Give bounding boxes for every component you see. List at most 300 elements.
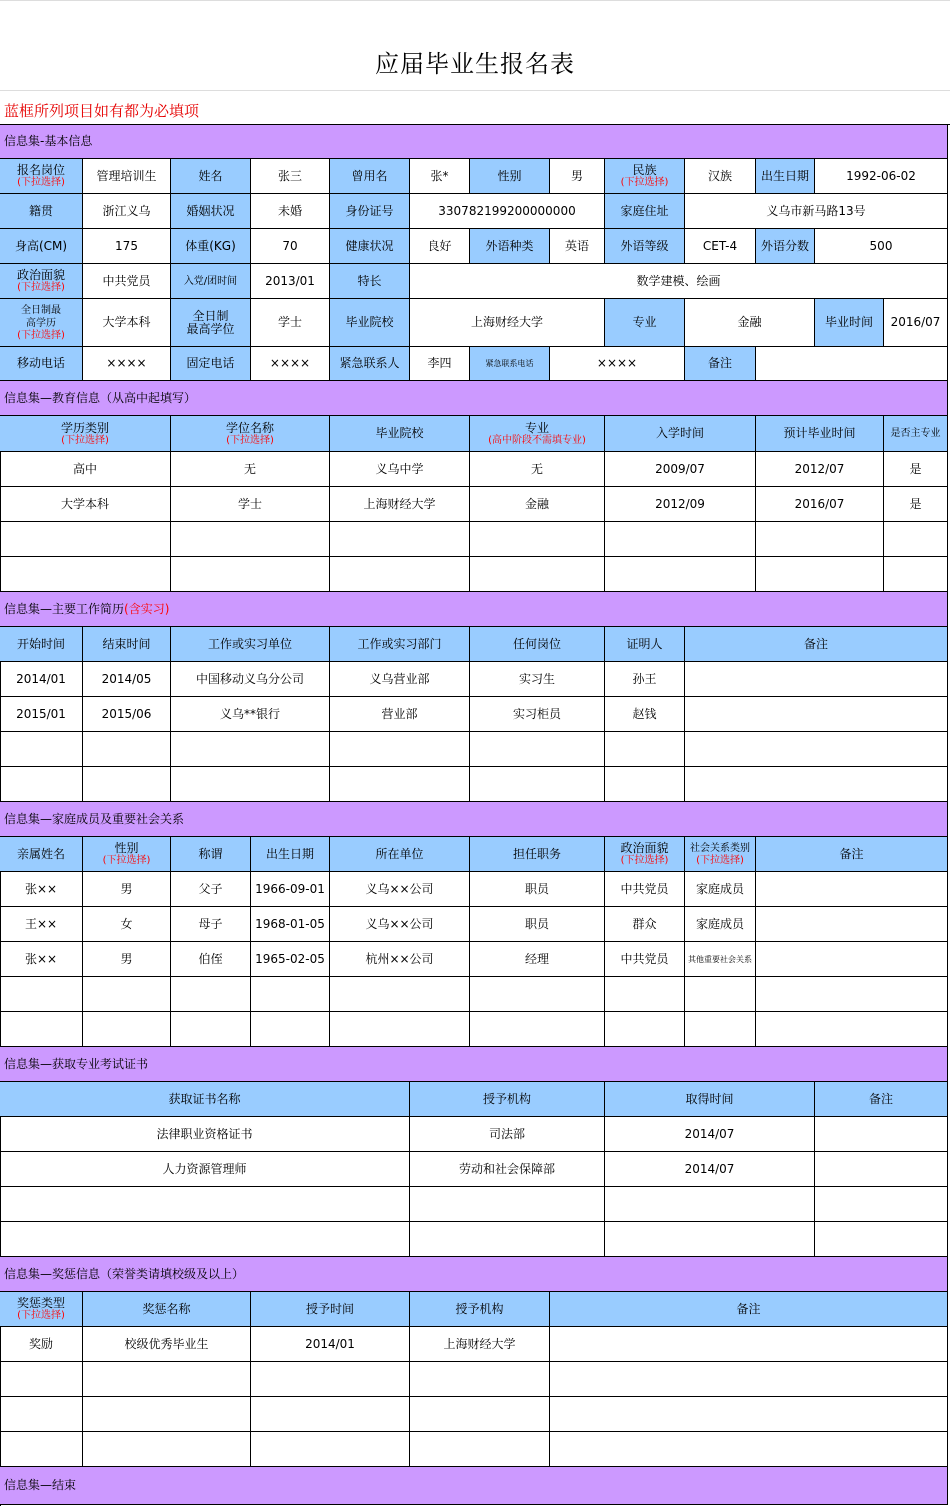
section-awards-header-type-line-2: (下拉选择) — [17, 1310, 65, 1321]
section-family-row-4-unit[interactable] — [330, 977, 470, 1012]
section-family-row-1-unit[interactable]: 义乌××公司 — [330, 872, 470, 907]
section-certificates-row-3-date[interactable] — [605, 1187, 815, 1222]
section-family-row-3-unit[interactable]: 杭州××公司 — [330, 942, 470, 977]
section-family-header-birth — [251, 837, 330, 872]
section-work-row-3-end[interactable] — [83, 732, 171, 767]
field-position[interactable]: 管理培训生 — [83, 159, 171, 194]
label-education-line-3: (下拉选择) — [17, 330, 65, 341]
section-certificates-row-2-org[interactable]: 劳动和社会保障部 — [410, 1152, 605, 1187]
section-work-header-remark — [685, 627, 948, 662]
section-education-header-end — [756, 416, 884, 452]
section-education-row-4-school[interactable] — [330, 557, 470, 592]
section-education-header-degree-line-1: 学位名称 — [225, 420, 274, 435]
section-education-row-4-start[interactable] — [605, 557, 756, 592]
section-work-row-1-unit[interactable]: 中国移动义乌分公司 — [171, 662, 330, 697]
section-education-header-type-line-1: 学历类别 — [60, 420, 109, 435]
section-work — [0, 592, 948, 627]
label-gender — [470, 159, 550, 194]
section-education-row-1-school[interactable]: 义乌中学 — [330, 452, 470, 487]
label-marital-line-1: 婚姻状况 — [186, 203, 235, 218]
section-certificates-row-3-org[interactable] — [410, 1187, 605, 1222]
label-degree-line-2: 最高学位 — [186, 321, 235, 336]
label-politics-line-2: (下拉选择) — [17, 282, 65, 293]
section-work-row-4-position[interactable] — [470, 767, 605, 802]
section-education-row-4-end[interactable] — [756, 557, 884, 592]
section-family-row-2-unit[interactable]: 义乌××公司 — [330, 907, 470, 942]
section-family-row-2-social[interactable]: 家庭成员 — [685, 907, 756, 942]
section-family-row-3-relation[interactable]: 伯侄 — [171, 942, 251, 977]
section-work-header-remark-line-1: 备注 — [803, 636, 828, 651]
section-work-row-3-start[interactable] — [0, 732, 83, 767]
label-birth-date-line-1: 出生日期 — [760, 168, 809, 183]
field-emergency-contact[interactable]: 李四 — [410, 347, 470, 381]
section-work-header-dept — [330, 627, 470, 662]
section-education-header-is_major — [884, 416, 948, 452]
section-family-header-gender — [83, 837, 171, 872]
section-awards-row-2-date[interactable] — [251, 1362, 410, 1397]
section-family-header-social-line-1: 社会关系类别 — [690, 843, 750, 854]
label-major-line-1: 专业 — [632, 315, 657, 329]
section-awards-row-4-remark[interactable] — [550, 1432, 948, 1467]
section-family-row-2-remark[interactable] — [756, 907, 948, 942]
section-certificates-row-3-remark[interactable] — [815, 1187, 948, 1222]
section-education-header-start-line-1: 入学时间 — [655, 426, 704, 440]
section-education-header-is_major-line-1: 是否主专业 — [890, 428, 941, 439]
section-awards-row-1-name[interactable]: 校级优秀毕业生 — [83, 1327, 251, 1362]
section-awards-row-1-remark[interactable] — [550, 1327, 948, 1362]
label-join-date — [171, 264, 251, 299]
section-family-row-5-politics[interactable] — [605, 1012, 685, 1047]
section-family-row-3-gender[interactable]: 男 — [83, 942, 171, 977]
section-awards-row-2-type[interactable] — [0, 1362, 83, 1397]
label-former-name-line-1: 曾用名 — [351, 168, 388, 183]
section-basic — [0, 125, 948, 159]
section-education-header-end-line-1: 预计毕业时间 — [783, 426, 856, 440]
field-emergency-phone[interactable]: ×××× — [550, 347, 685, 381]
section-education-row-2-degree[interactable]: 学士 — [171, 487, 330, 522]
section-family-header-politics — [605, 837, 685, 872]
section-work-row-2-dept[interactable]: 营业部 — [330, 697, 470, 732]
section-work-row-2-end[interactable]: 2015/06 — [83, 697, 171, 732]
section-family-row-2-politics[interactable]: 群众 — [605, 907, 685, 942]
label-emergency-contact — [330, 347, 410, 381]
label-remark — [685, 347, 756, 381]
section-family-header-name — [0, 837, 83, 872]
section-education-row-1-major[interactable]: 无 — [470, 452, 605, 487]
section-education-row-4-type[interactable] — [0, 557, 171, 592]
label-language-level — [605, 229, 685, 264]
label-landline-line-1: 固定电话 — [186, 356, 235, 370]
section-family-row-3-social[interactable]: 其他重要社会关系 — [685, 942, 756, 977]
section-family-header-relation-line-1: 称谓 — [198, 846, 223, 861]
section-family-row-5-remark[interactable] — [756, 1012, 948, 1047]
section-work-row-1-witness[interactable]: 孙王 — [605, 662, 685, 697]
section-work-row-3-remark[interactable] — [685, 732, 948, 767]
label-join-date-line-1: 入党/团时间 — [183, 275, 238, 287]
section-family-row-1-social[interactable]: 家庭成员 — [685, 872, 756, 907]
label-name-line-1: 姓名 — [198, 168, 223, 183]
section-education-row-2-type[interactable]: 大学本科 — [0, 487, 171, 522]
section-awards-header-name — [83, 1292, 251, 1327]
section-end-text — [4, 1479, 76, 1492]
label-ethnicity-line-2: (下拉选择) — [620, 177, 669, 188]
field-specialty[interactable]: 数学建模、绘画 — [410, 264, 948, 299]
section-work-row-2-position[interactable]: 实习柜员 — [470, 697, 605, 732]
section-certificates-row-4-remark[interactable] — [815, 1222, 948, 1257]
section-work-row-1-remark[interactable] — [685, 662, 948, 697]
section-work-row-4-witness[interactable] — [605, 767, 685, 802]
section-education-row-2-start[interactable]: 2012/09 — [605, 487, 756, 522]
label-address-line-1: 家庭住址 — [620, 203, 669, 218]
section-work-row-2-remark[interactable] — [685, 697, 948, 732]
section-awards-row-2-name[interactable] — [83, 1362, 251, 1397]
section-work-row-3-witness[interactable] — [605, 732, 685, 767]
section-awards-header-org — [410, 1292, 550, 1327]
section-education-row-4-degree[interactable] — [171, 557, 330, 592]
section-family-row-4-duty[interactable] — [470, 977, 605, 1012]
section-family-header-remark — [756, 837, 948, 872]
section-awards-row-1-date[interactable]: 2014/01 — [251, 1327, 410, 1362]
section-work-header-witness-line-1: 证明人 — [626, 636, 663, 651]
field-former-name[interactable]: 张* — [410, 159, 470, 194]
label-grad-date — [815, 299, 884, 347]
section-work-row-1-dept[interactable]: 义乌营业部 — [330, 662, 470, 697]
section-education-header-degree-line-2: (下拉选择) — [226, 434, 274, 446]
section-family-row-4-name[interactable] — [0, 977, 83, 1012]
section-family-row-5-name[interactable] — [0, 1012, 83, 1047]
section-family-header-duty-line-1: 担任职务 — [512, 846, 561, 861]
section-education-row-1-start[interactable]: 2009/07 — [605, 452, 756, 487]
field-join-date[interactable]: 2013/01 — [251, 264, 330, 299]
section-awards-row-3-org[interactable] — [410, 1397, 550, 1432]
label-politics — [0, 264, 83, 299]
label-language-line-1: 外语种类 — [485, 238, 534, 253]
label-emergency-phone-line-1: 紧急联系电话 — [485, 359, 534, 368]
section-work-header-start — [0, 627, 83, 662]
section-family-row-5-social[interactable] — [685, 1012, 756, 1047]
section-family-header-social — [685, 837, 756, 872]
section-awards-row-4-type[interactable] — [0, 1432, 83, 1467]
field-politics[interactable]: 中共党员 — [83, 264, 171, 299]
section-awards-row-2-org[interactable] — [410, 1362, 550, 1397]
section-family-row-4-relation[interactable] — [171, 977, 251, 1012]
section-work-row-2-start[interactable]: 2015/01 — [0, 697, 83, 732]
section-family-row-5-duty[interactable] — [470, 1012, 605, 1047]
section-family-header-relation — [171, 837, 251, 872]
label-position-line-1: 报名岗位 — [16, 163, 65, 177]
section-education-row-1-type[interactable]: 高中 — [0, 452, 171, 487]
section-family-row-2-gender[interactable]: 女 — [83, 907, 171, 942]
field-education[interactable]: 大学本科 — [83, 299, 171, 347]
label-health-line-1: 健康状况 — [345, 238, 394, 253]
instruction-text: 蓝框所列项目如有都为必填项 — [4, 102, 200, 120]
section-family-row-1-gender[interactable]: 男 — [83, 872, 171, 907]
section-awards-row-2-remark[interactable] — [550, 1362, 948, 1397]
label-specialty-line-1: 特长 — [357, 273, 382, 288]
section-work-row-2-unit[interactable]: 义乌**银行 — [171, 697, 330, 732]
page-title: 应届毕业生报名表 — [375, 50, 575, 79]
label-origin — [0, 194, 83, 229]
section-family-row-5-relation[interactable] — [171, 1012, 251, 1047]
section-family-row-1-remark[interactable] — [756, 872, 948, 907]
field-remark[interactable] — [756, 347, 948, 381]
section-family-header-remark-line-1: 备注 — [839, 846, 864, 861]
section-education-row-1-is_major[interactable]: 是 — [884, 452, 948, 487]
section-education-header-type-line-2: (下拉选择) — [61, 434, 109, 446]
section-work-header-position — [470, 627, 605, 662]
section-education-row-3-is_major[interactable] — [884, 522, 948, 557]
section-education-row-1-end[interactable]: 2012/07 — [756, 452, 884, 487]
label-birth-date — [756, 159, 815, 194]
field-major[interactable]: 金融 — [685, 299, 815, 347]
section-family-row-4-social[interactable] — [685, 977, 756, 1012]
section-education-row-3-type[interactable] — [0, 522, 171, 557]
section-family-row-3-birth[interactable]: 1965-02-05 — [251, 942, 330, 977]
section-certificates-text — [4, 1058, 148, 1071]
section-awards-row-3-name[interactable] — [83, 1397, 251, 1432]
section-education-row-3-school[interactable] — [330, 522, 470, 557]
section-certificates-header-remark-line-1: 备注 — [868, 1091, 893, 1106]
section-family-title: 信息集—家庭成员及重要社会关系 — [4, 811, 185, 826]
label-grad-date-line-1: 毕业时间 — [824, 315, 873, 329]
label-id-number-line-1: 身份证号 — [345, 203, 394, 218]
section-work-row-1-end[interactable]: 2014/05 — [83, 662, 171, 697]
section-education-row-4-is_major[interactable] — [884, 557, 948, 592]
field-health[interactable]: 良好 — [410, 229, 470, 264]
section-certificates-row-2-date[interactable]: 2014/07 — [605, 1152, 815, 1187]
section-work-title: 信息集—主要工作简历 — [4, 601, 125, 616]
section-family-row-2-birth[interactable]: 1968-01-05 — [251, 907, 330, 942]
section-work-row-1-position[interactable]: 实习生 — [470, 662, 605, 697]
section-work-row-4-dept[interactable] — [330, 767, 470, 802]
section-family-row-1-politics[interactable]: 中共党员 — [605, 872, 685, 907]
label-major — [605, 299, 685, 347]
section-education-row-1-degree[interactable]: 无 — [171, 452, 330, 487]
label-education — [0, 299, 83, 347]
section-awards-header-type-line-1: 奖惩类型 — [16, 1296, 65, 1310]
field-birth-date[interactable]: 1992-06-02 — [815, 159, 948, 194]
section-certificates-row-4-name[interactable] — [0, 1222, 410, 1257]
section-awards-row-4-name[interactable] — [83, 1432, 251, 1467]
label-marital — [171, 194, 251, 229]
section-education-header-start — [605, 416, 756, 452]
section-family-row-3-name[interactable]: 张×× — [0, 942, 83, 977]
section-certificates-title: 信息集—获取专业考试证书 — [4, 1056, 149, 1071]
section-work-row-3-position[interactable] — [470, 732, 605, 767]
section-certificates-header-name-line-1: 获取证书名称 — [168, 1091, 241, 1106]
label-degree — [171, 299, 251, 347]
section-work-note: (含实习) — [124, 601, 170, 616]
section-family-header-politics-line-1: 政治面貌 — [620, 841, 669, 855]
label-height — [0, 229, 83, 264]
section-work-header-end-line-1: 结束时间 — [102, 636, 151, 651]
section-family-row-2-duty[interactable]: 职员 — [470, 907, 605, 942]
section-awards-row-1-type[interactable]: 奖励 — [0, 1327, 83, 1362]
label-mobile-line-1: 移动电话 — [16, 356, 65, 370]
section-education-title: 信息集—教育信息（从高中起填写） — [4, 390, 197, 405]
section-family-row-5-unit[interactable] — [330, 1012, 470, 1047]
label-language-score-line-1: 外语分数 — [760, 238, 809, 253]
label-emergency-phone — [470, 347, 550, 381]
field-landline[interactable]: ×××× — [251, 347, 330, 381]
section-awards-header-date-line-1: 授予时间 — [305, 1301, 354, 1316]
field-name[interactable]: 张三 — [251, 159, 330, 194]
section-family-row-4-gender[interactable] — [83, 977, 171, 1012]
label-mobile — [0, 347, 83, 381]
label-emergency-contact-line-1: 紧急联系人 — [339, 356, 400, 370]
section-end-title: 信息集—结束 — [4, 1478, 77, 1492]
section-family-row-1-birth[interactable]: 1966-09-01 — [251, 872, 330, 907]
section-work-header-dept-line-1: 工作或实习部门 — [357, 636, 442, 651]
field-height[interactable]: 175 — [83, 229, 171, 264]
section-family-row-3-remark[interactable] — [756, 942, 948, 977]
label-id-number — [330, 194, 410, 229]
label-education-line-1: 全日制最 — [21, 305, 61, 316]
section-education-row-3-end[interactable] — [756, 522, 884, 557]
section-awards-header-remark-line-1: 备注 — [736, 1301, 761, 1316]
label-school — [330, 299, 410, 347]
section-awards-row-4-date[interactable] — [251, 1432, 410, 1467]
section-certificates-row-1-name[interactable]: 法律职业资格证书 — [0, 1117, 410, 1152]
section-work-row-1-start[interactable]: 2014/01 — [0, 662, 83, 697]
section-education-header-school — [330, 416, 470, 452]
label-health — [330, 229, 410, 264]
section-certificates-row-2-name[interactable]: 人力资源管理师 — [0, 1152, 410, 1187]
field-origin[interactable]: 浙江义乌 — [83, 194, 171, 229]
section-work-header-witness — [605, 627, 685, 662]
section-family-row-3-duty[interactable]: 经理 — [470, 942, 605, 977]
section-education-row-3-major[interactable] — [470, 522, 605, 557]
section-awards-row-3-remark[interactable] — [550, 1397, 948, 1432]
label-language-level-line-1: 外语等级 — [620, 238, 669, 253]
field-gender[interactable]: 男 — [550, 159, 605, 194]
section-education-header-type — [0, 416, 171, 452]
section-work-row-4-start[interactable] — [0, 767, 83, 802]
field-address[interactable]: 义乌市新马路13号 — [685, 194, 948, 229]
section-work-row-3-unit[interactable] — [171, 732, 330, 767]
field-mobile[interactable]: ×××× — [83, 347, 171, 381]
section-certificates-header-name — [0, 1082, 410, 1117]
section-family-row-1-name[interactable]: 张×× — [0, 872, 83, 907]
section-education-row-2-school[interactable]: 上海财经大学 — [330, 487, 470, 522]
section-certificates-row-4-org[interactable] — [410, 1222, 605, 1257]
section-family-row-1-relation[interactable]: 父子 — [171, 872, 251, 907]
section-end — [0, 1467, 948, 1505]
label-gender-line-1: 性别 — [497, 168, 522, 183]
section-awards-row-3-type[interactable] — [0, 1397, 83, 1432]
section-certificates-row-1-org[interactable]: 司法部 — [410, 1117, 605, 1152]
section-work-header-unit-line-1: 工作或实习单位 — [207, 636, 292, 651]
section-education — [0, 381, 948, 416]
field-language[interactable]: 英语 — [550, 229, 605, 264]
section-certificates-row-4-date[interactable] — [605, 1222, 815, 1257]
section-family-row-1-duty[interactable]: 职员 — [470, 872, 605, 907]
section-family-row-2-name[interactable]: 王×× — [0, 907, 83, 942]
section-family-header-duty — [470, 837, 605, 872]
section-family-row-4-remark[interactable] — [756, 977, 948, 1012]
section-awards-row-4-org[interactable] — [410, 1432, 550, 1467]
section-work-row-4-end[interactable] — [83, 767, 171, 802]
section-awards-text — [4, 1268, 244, 1281]
field-degree[interactable]: 学士 — [251, 299, 330, 347]
label-height-line-1: 身高(CM) — [14, 238, 68, 253]
section-family-row-4-birth[interactable] — [251, 977, 330, 1012]
section-certificates-header-org-line-1: 授予机构 — [482, 1091, 531, 1106]
label-name — [171, 159, 251, 194]
section-education-row-2-end[interactable]: 2016/07 — [756, 487, 884, 522]
field-language-score[interactable]: 500 — [815, 229, 948, 264]
section-education-header-major — [470, 416, 605, 452]
section-education-row-3-degree[interactable] — [171, 522, 330, 557]
section-work-header-position-line-1: 任何岗位 — [512, 636, 561, 651]
section-family-header-name-line-1: 亲属姓名 — [16, 846, 65, 861]
label-origin-line-1: 籍贯 — [28, 203, 53, 218]
label-weight — [171, 229, 251, 264]
section-education-row-4-major[interactable] — [470, 557, 605, 592]
section-family-row-5-gender[interactable] — [83, 1012, 171, 1047]
label-ethnicity — [605, 159, 685, 194]
section-education-row-3-start[interactable] — [605, 522, 756, 557]
label-address — [605, 194, 685, 229]
section-certificates-header-date — [605, 1082, 815, 1117]
section-education-row-2-major[interactable]: 金融 — [470, 487, 605, 522]
section-certificates-header-remark — [815, 1082, 948, 1117]
label-landline — [171, 347, 251, 381]
label-position-line-2: (下拉选择) — [17, 177, 65, 188]
field-marital[interactable]: 未婚 — [251, 194, 330, 229]
section-work-row-4-remark[interactable] — [685, 767, 948, 802]
section-family-row-5-birth[interactable] — [251, 1012, 330, 1047]
label-weight-line-1: 体重(KG) — [185, 238, 236, 253]
label-education-line-2: 高学历 — [26, 318, 56, 329]
section-awards-row-3-date[interactable] — [251, 1397, 410, 1432]
section-awards-header-org-line-1: 授予机构 — [455, 1301, 504, 1316]
section-awards — [0, 1257, 948, 1292]
field-ethnicity[interactable]: 汉族 — [685, 159, 756, 194]
label-position — [0, 159, 83, 194]
label-language — [470, 229, 550, 264]
section-family-row-2-relation[interactable]: 母子 — [171, 907, 251, 942]
section-certificates-row-1-date[interactable]: 2014/07 — [605, 1117, 815, 1152]
section-family-header-birth-line-1: 出生日期 — [265, 846, 314, 861]
section-work-row-2-witness[interactable]: 赵钱 — [605, 697, 685, 732]
section-family-header-unit — [330, 837, 470, 872]
label-language-score — [756, 229, 815, 264]
section-education-header-degree — [171, 416, 330, 452]
section-certificates-row-3-name[interactable] — [0, 1187, 410, 1222]
section-education-row-2-is_major[interactable]: 是 — [884, 487, 948, 522]
section-awards-header-name-line-1: 奖惩名称 — [142, 1301, 191, 1316]
section-awards-row-1-org[interactable]: 上海财经大学 — [410, 1327, 550, 1362]
section-work-text — [4, 603, 169, 616]
section-work-header-unit — [171, 627, 330, 662]
section-work-row-4-unit[interactable] — [171, 767, 330, 802]
section-work-row-3-dept[interactable] — [330, 732, 470, 767]
field-language-level[interactable]: CET-4 — [685, 229, 756, 264]
section-basic-title: 信息集-基本信息 — [4, 134, 93, 148]
field-weight[interactable]: 70 — [251, 229, 330, 264]
section-certificates — [0, 1047, 948, 1082]
section-family-row-3-politics[interactable]: 中共党员 — [605, 942, 685, 977]
section-work-header-end — [83, 627, 171, 662]
section-certificates-row-1-remark[interactable] — [815, 1117, 948, 1152]
field-school[interactable]: 上海财经大学 — [410, 299, 605, 347]
field-grad-date[interactable]: 2016/07 — [884, 299, 948, 347]
label-school-line-1: 毕业院校 — [345, 315, 394, 329]
section-certificates-row-2-remark[interactable] — [815, 1152, 948, 1187]
section-family-row-4-politics[interactable] — [605, 977, 685, 1012]
field-id-number[interactable]: 330782199200000000 — [410, 194, 605, 229]
